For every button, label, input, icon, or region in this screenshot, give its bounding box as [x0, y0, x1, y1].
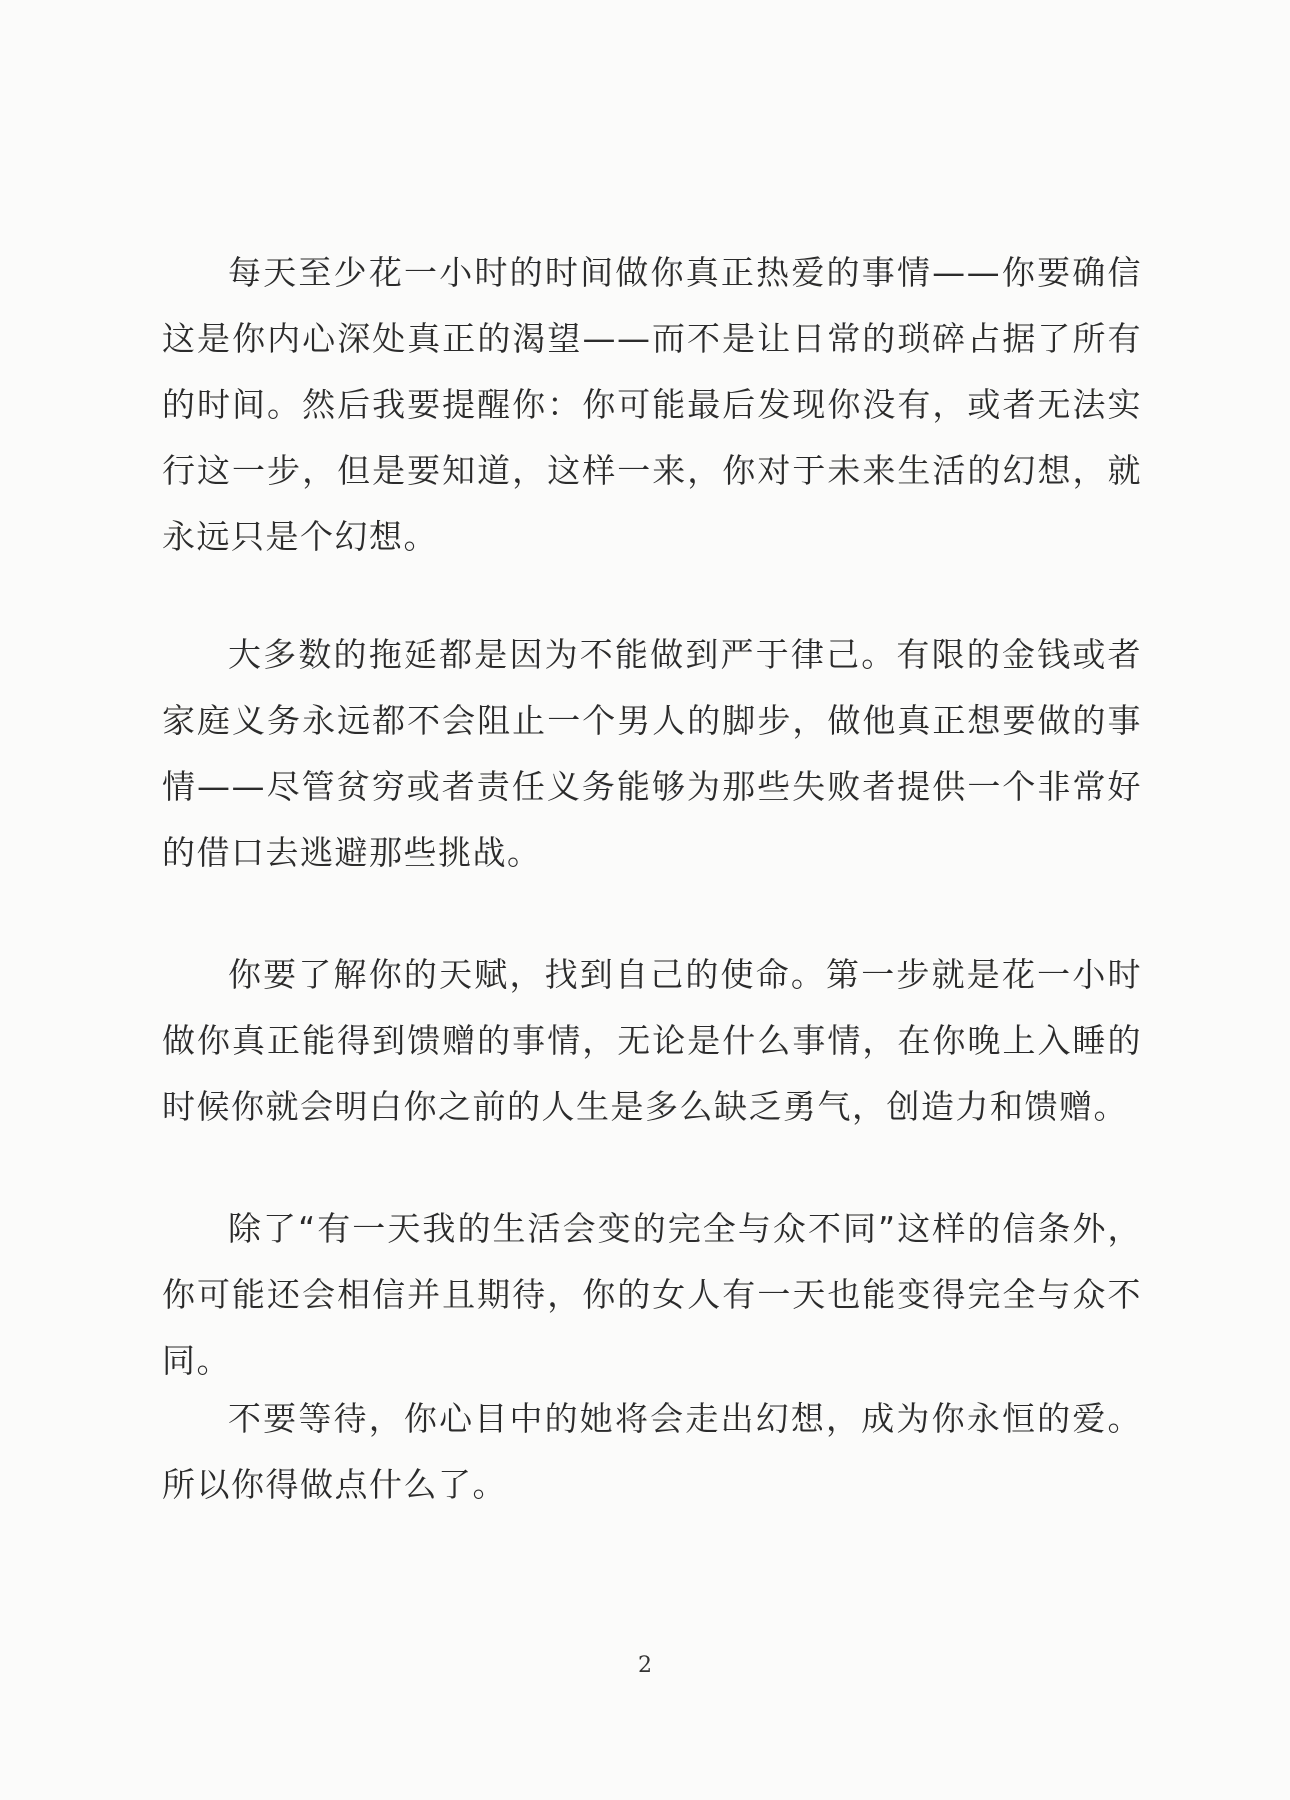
paragraph-1: 每天至少花一小时的时间做你真正热爱的事情——你要确信这是你内心深处真正的渴望——而不是让日常的琐碎占据了所有的时间。然后我要提醒你：你可能最后发现你没有，或者无法实行这一步，但是要知道，这样一来，你对于未来生活的幻想，就永远只是个幻想。 [162, 253, 1142, 556]
paragraph-5: 不要等待，你心目中的她将会走出幻想，成为你永恒的爱。所以你得做点什么了。 [162, 1399, 1142, 1504]
page-number: 2 [638, 1653, 652, 1678]
paragraph-2: 大多数的拖延都是因为不能做到严于律己。有限的金钱或者家庭义务永远都不会阻止一个男人的脚步，做他真正想要做的事情——尽管贫穷或者责任义务能够为那些失败者提供一个非常好的借口去逃避那些挑战。 [162, 635, 1142, 872]
paragraph-4: 除了“有一天我的生活会变的完全与众不同”这样的信条外，你可能还会相信并且期待，你的女人有一天也能变得完全与众不同。 [162, 1209, 1142, 1380]
paragraph-3: 你要了解你的天赋，找到自己的使命。第一步就是花一小时做你真正能得到馈赠的事情，无论是什么事情，在你晚上入睡的时候你就会明白你之前的人生是多么缺乏勇气，创造力和馈赠。 [162, 955, 1142, 1126]
